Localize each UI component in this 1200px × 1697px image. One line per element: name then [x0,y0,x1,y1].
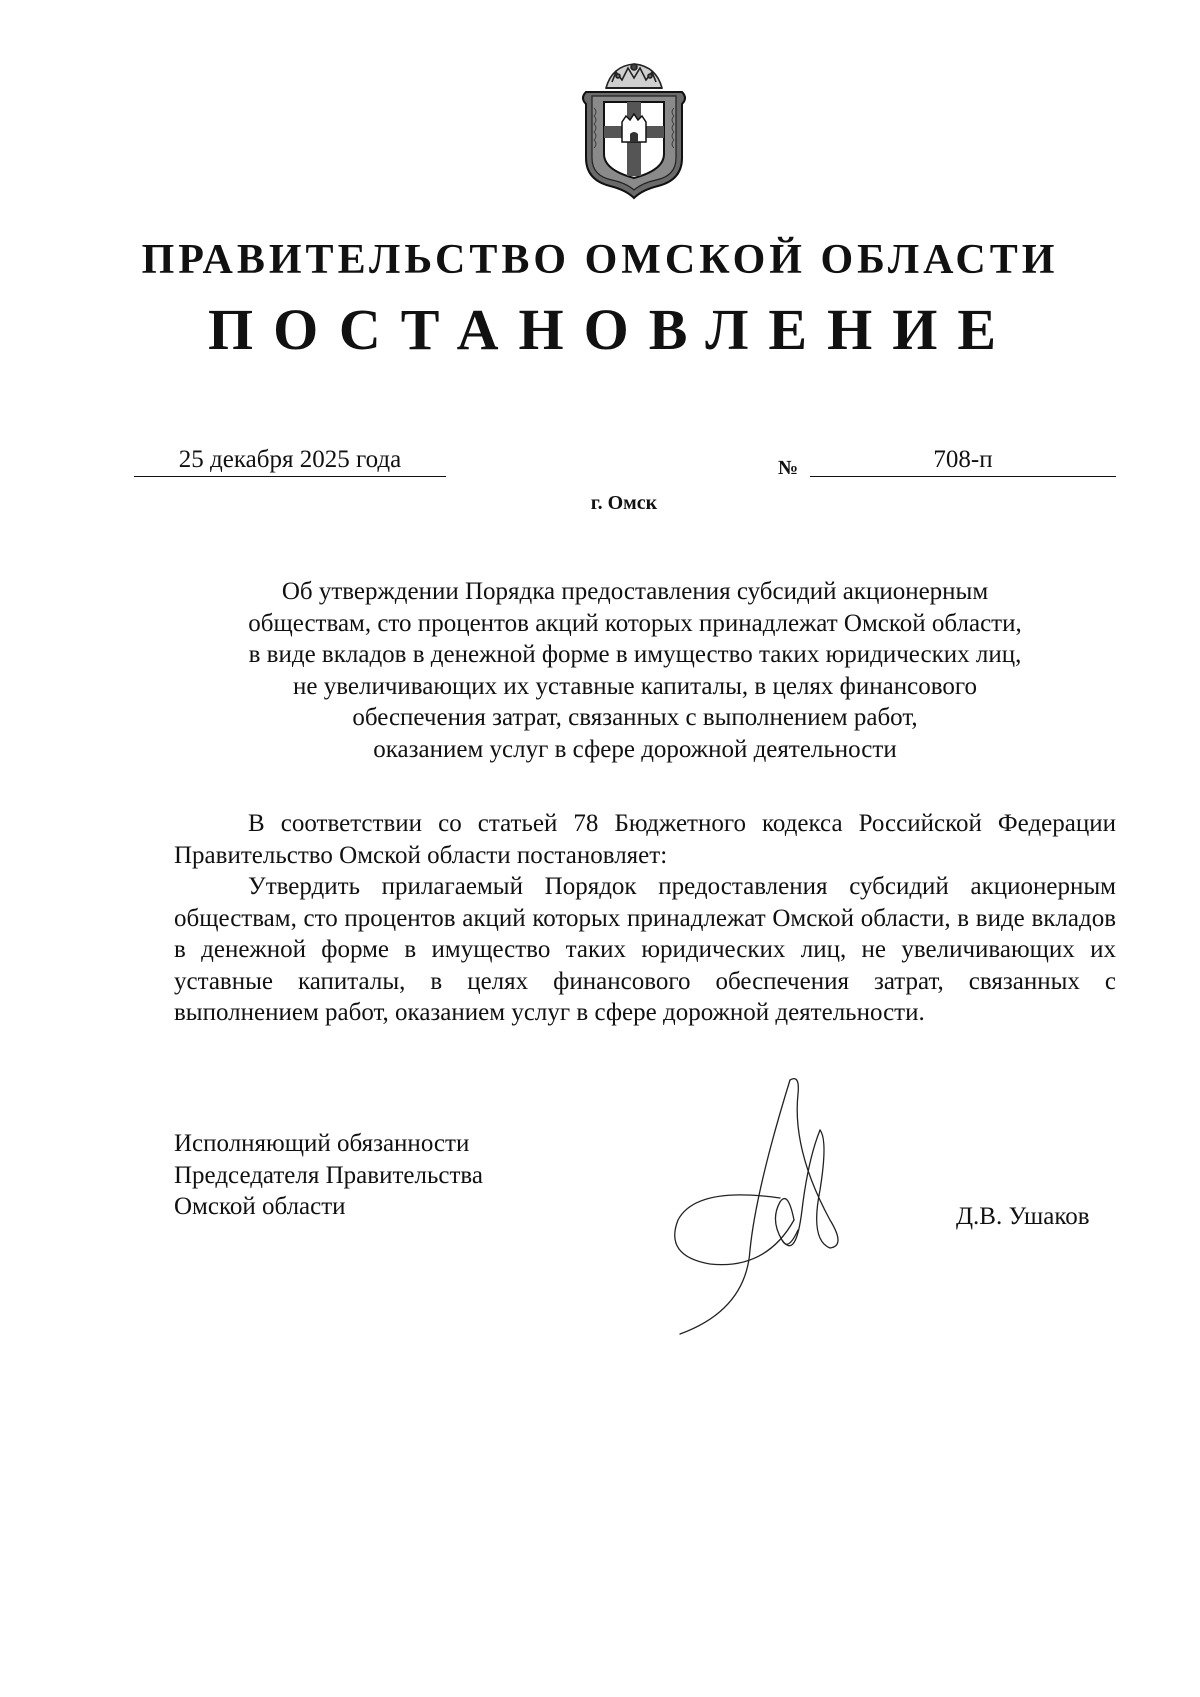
signer-position [174,1128,483,1223]
body-paragraph: В соответствии со статьей 78 Бюджетного кодекса Российской Федерации Правительство Омской области постановляет: [174,810,1116,869]
document-city: г. Омск [590,492,658,514]
body-paragraph: Утвердить прилагаемый Порядок предоставления субсидий акционерным обществам, сто процентов акций которых принадлежат Омской области, в виде вкладов в денежной форме в имущество таких юридических лиц, не увеличивающих их уставные капиталы, в целях финансового обеспечения затрат, связанных с выполнением работ, оказанием услуг в сфере дорожной деятельности. [174,873,1116,1026]
document-date: 25 декабря 2025 года [134,444,446,477]
handwritten-signature-icon [670,1070,970,1350]
document-number: 708-п [810,444,1116,477]
document-type-heading: ПОСТАНОВЛЕНИЕ [207,297,1017,362]
signer-position-line: Исполняющий обязанности [174,1130,470,1157]
signer-name: Д.В. Ушаков [956,1203,1090,1230]
organization-title: ПРАВИТЕЛЬСТВО ОМСКОЙ ОБЛАСТИ [141,237,1059,283]
document-title-line: оказанием услуг в сфере дорожной деятельности [373,735,897,763]
document-title-line: не увеличивающих их уставные капиталы, в целях финансового [293,672,977,700]
document-title [140,576,1130,765]
document-title-line: в виде вкладов в денежной форме в имущество таких юридических лиц, [248,641,1022,668]
document-body [174,808,1116,1029]
number-label: № [778,457,799,479]
signer-position-line: Омской области [174,1193,346,1220]
document-title-line: обществам, сто процентов акций которых принадлежат Омской области, [248,609,1022,637]
signer-position-line: Председателя Правительства [174,1161,483,1189]
omsk-region-coat-of-arms-icon [572,58,696,202]
document-title-line: Об утверждении Порядка предоставления субсидий акционерным [281,578,989,605]
document-title-line: обеспечения затрат, связанных с выполнением работ, [352,704,918,731]
